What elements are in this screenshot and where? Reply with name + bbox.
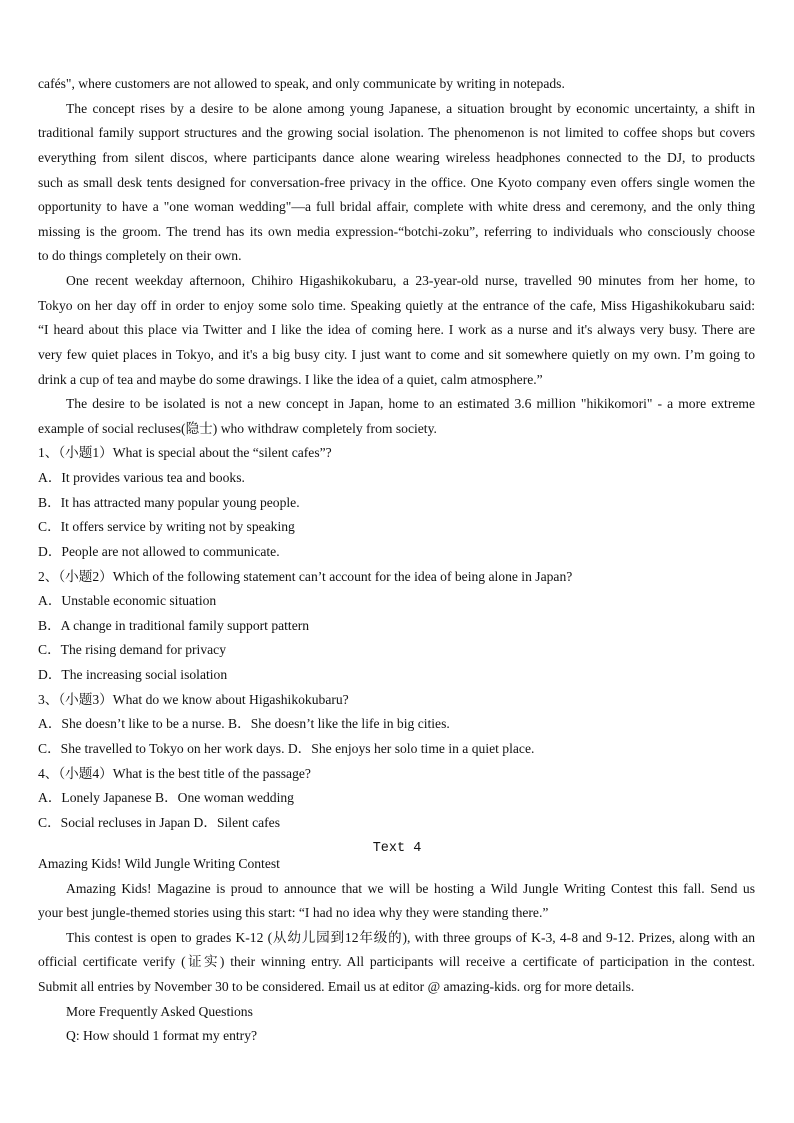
text4-line: Submit all entries by November 30 to be considered. Email us at editor @ amazing-kids. org for more details. — [38, 978, 635, 994]
passage-line: The desire to be isolated is not a new concept in Japan, home to an estimated 3.6 million "hikikomori" - a more extreme — [66, 396, 755, 412]
text4-line: This contest is open to grades K-12 (从幼儿园到12年级的), with three groups of K-3, 4-8 and 9-12. Prizes, along with an — [66, 929, 755, 945]
passage-line: Tokyo on her day off in order to enjoy some solo time. Speaking quietly at the entrance of the cafe, Miss Higashikokubaru said: — [38, 297, 755, 313]
passage-line: The concept rises by a desire to be alone among young Japanese, a situation brought by economic uncertainty, a shift in — [66, 100, 755, 116]
question-stem: 3、（小题3）What do we know about Higashikokubaru? — [38, 691, 349, 707]
passage-line: opportunity to have a "one woman wedding"—a full bridal affair, complete with white dress and ceremony, and the only thing — [38, 199, 755, 215]
question-stem: 4、（小题4）What is the best title of the passage? — [38, 765, 311, 781]
answer-option: A．She doesn’t like to be a nurse. B．She doesn’t like the life in big cities. — [38, 716, 450, 732]
passage-line: One recent weekday afternoon, Chihiro Higashikokubaru, a 23-year-old nurse, travelled 90 minutes from her home, to — [66, 273, 755, 288]
passage-line: very few quiet places in Tokyo, and it's a big busy city. I just want to come and sit somewhere quietly on my own. I’m going to — [38, 346, 755, 362]
text4-line: official certificate verify (证实) their winning entry. All participants will receive a certificate of participation in the contest. — [38, 954, 755, 970]
passage-line: such as small desk tents designed for conversation-free privacy in the office. One Kyoto company even offers single women the — [38, 174, 755, 190]
text4-line: Amazing Kids! Magazine is proud to announce that we will be hosting a Wild Jungle Writing Contest this fall. Send us — [66, 880, 755, 896]
answer-option: C．She travelled to Tokyo on her work days. D．She enjoys her solo time in a quiet place. — [38, 740, 535, 756]
passage-line: “I heard about this place via Twitter and I like the idea of coming here. I work as a nurse and it's always very busy. There are — [38, 322, 755, 338]
passage-line: cafés", where customers are not allowed to speak, and only communicate by writing in notepads. — [38, 76, 565, 91]
answer-option: A．It provides various tea and books. — [38, 470, 245, 485]
reading-passage — [38, 72, 755, 835]
answer-option: C．Social recluses in Japan D．Silent cafes — [38, 814, 280, 830]
answer-option: D．People are not allowed to communicate. — [38, 543, 280, 559]
text4-line: More Frequently Asked Questions — [66, 1003, 253, 1019]
passage-line: drink a cup of tea and maybe do some drawings. I like the idea of a quiet, calm atmosphere.” — [38, 371, 543, 387]
answer-option: A．Lonely Japanese B．One woman wedding — [38, 790, 294, 806]
answer-option: B．A change in traditional family support pattern — [38, 617, 310, 633]
answer-option: A．Unstable economic situation — [38, 593, 217, 609]
passage-line: missing is the groom. The trend has its own media expression-“botchi-zoku”, referring to individuals who consciously choose — [38, 223, 755, 239]
passage-line: example of social recluses(隐士) who withdraw completely from society. — [38, 420, 437, 436]
question-stem: 1、（小题1）What is special about the “silent cafes”? — [38, 445, 332, 461]
answer-option: D．The increasing social isolation — [38, 667, 228, 682]
question-stem: 2、（小题2）Which of the following statement can’t account for the idea of being alone in Japan? — [38, 568, 573, 584]
text4-passage — [38, 852, 755, 1049]
passage-line: everything from silent discos, where participants dance alone wearing wireless headphones connected to the DJ, to products — [38, 149, 755, 165]
text4-line: your best jungle-themed stories using this start: “I had no idea why they were standing there.” — [38, 905, 549, 921]
article-heading: Amazing Kids! Wild Jungle Writing Contest — [38, 856, 280, 871]
answer-option: C．It offers service by writing not by speaking — [38, 519, 295, 535]
passage-line: to do things completely on their own. — [38, 248, 242, 264]
passage-line: traditional family support structures and the growing social isolation. The phenomenon is not limited to coffee shops but covers — [38, 125, 755, 141]
text4-line: Q: How should 1 format my entry? — [66, 1028, 258, 1044]
answer-option: C．The rising demand for privacy — [38, 642, 226, 658]
section-title: Text 4 — [372, 841, 422, 856]
answer-option: B．It has attracted many popular young people. — [38, 494, 300, 510]
